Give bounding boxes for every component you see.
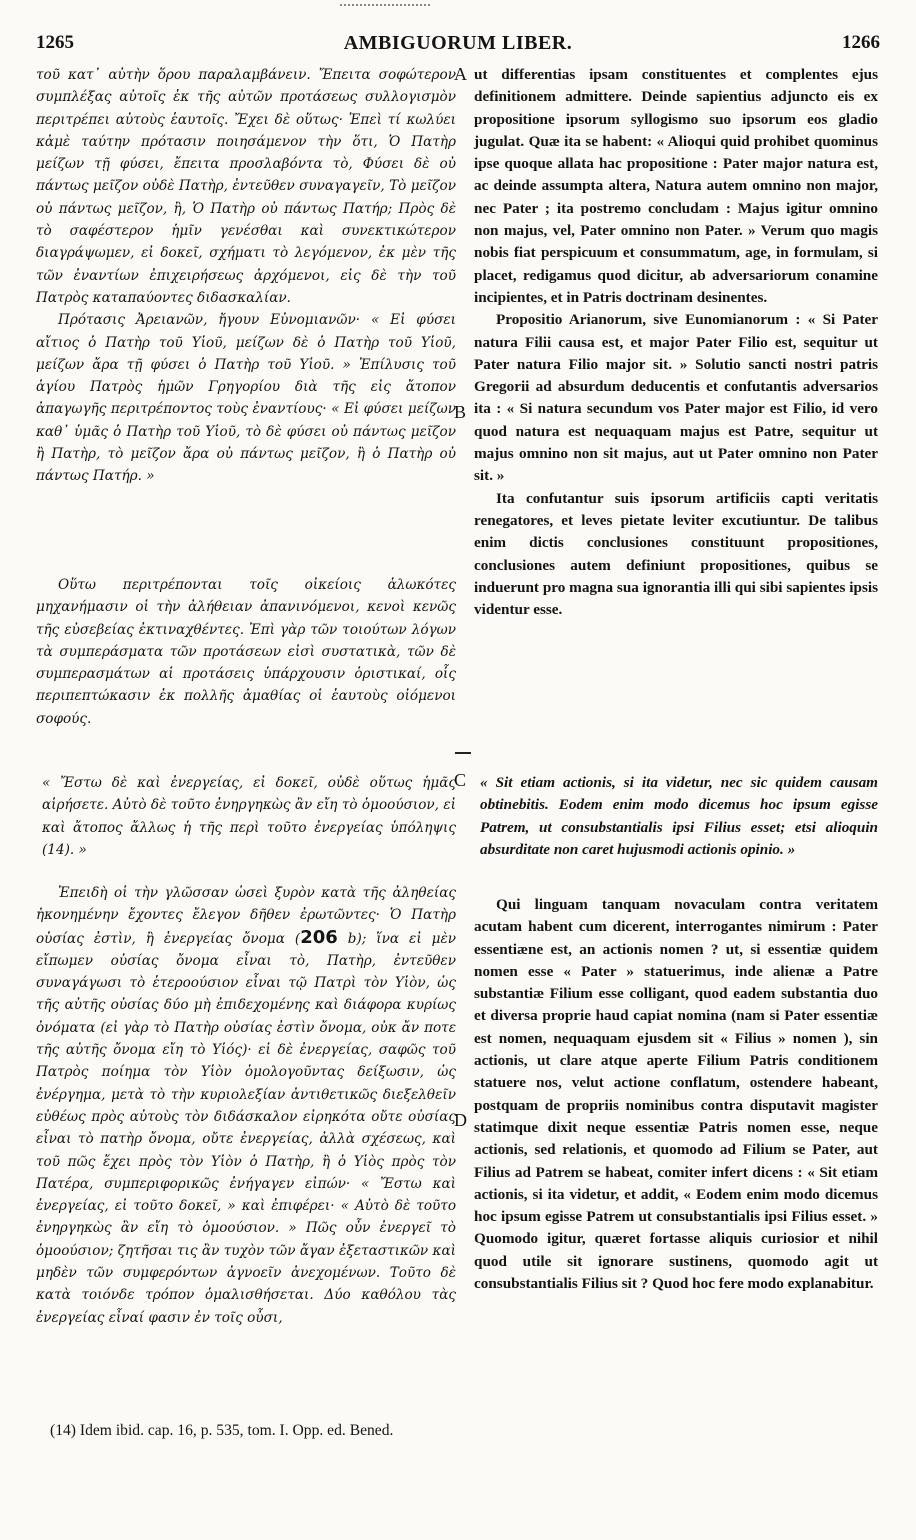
latin-lemma-quote — [474, 772, 878, 861]
column-suffix: b — [347, 930, 357, 947]
greek-section-1 — [36, 64, 456, 488]
margin-marker-a: A — [454, 64, 467, 84]
page-number-right: 1266 — [842, 32, 880, 53]
greek-quote: « Ἔστω δὲ καὶ ἐνεργείας, εἰ δοκεῖ, οὐδὲ οὕτως ἡμᾶς αἱρήσετε. Αὐτὸ δὲ τοῦτο ἐνηργηκὼς ἂν εἴη τὸ ὁμοούσιον, εἰ καὶ ἄτοπος ἄλλως ἡ τῆς περὶ τοῦτο ἐνεργείας ὑπόληψις (14). » — [42, 775, 456, 858]
greek-text: ; ἵνα εἰ μὲν εἴπωμεν οὐσίας ὄνομα εἶναι τὸ, Πατὴρ, ἐντεῦθεν συναγάγωσι τὸ ἑτεροούσιον εἶναι τῷ Πατρὶ τὸν Υἱὸν, ὡς τῆς αὐτῆς οὐσίας δύο μὴ ἐπιδεχομένης καὶ διάφορα κυρίως ὀνόματα (εἰ γὰρ τὸ Πατὴρ οὐσίας ἐστὶν ὄνομα, οὐκ ἄν ποτε τῆς αὐτῆς ὄνομα εἴη τὸ Υἱός)· εἰ δὲ ἐνεργείας, σαφῶς τοῦ Πατρὸς ποίημα τὸν Υἱὸν ὁμολογοῦντας δείξωσιν, ὡς ἐνέργημα, μετὰ τὸ τὴν κυριολεξίαν ἀντιθετικῶς διεξελθεῖν εὐθέως πρὸς αὐτοὺς τὸν διδάσκαλον εἰρηκότα οὔτε οὐσίας εἶναι τὸ πατὴρ ὄνομα, οὔτε ἐνεργείας, ἀλλὰ σχέσεως, καὶ τοῦ πῶς ἔχει πρὸς τὸν Υἱὸν ὁ Πατὴρ, ἢ ὁ Υἱὸς πρὸς τὸν Πατέρα, συμπεριφορικῶς ἐνήγαγεν εἰπών· « Ἔστω καὶ ἐνεργείας, εἰ τοῦτο δοκεῖ, » καὶ ἐπιφέρει· « Αὐτὸ δὲ τοῦτο ἐνηργηκὼς ἂν εἴη τὸ ὁμοούσιον. » Πῶς οὖν ἐνεργεῖ τὸ ὁμοούσιον; ζητῆσαι τις ἂν τυχὸν τῶν ἄγαν ἐξεταστικῶν καὶ μηδὲν τῶν συμφερόντων ἀγνοεῖν ἀνεχομένων. Τοῦτο δὲ κατὰ τοιόνδε τρόπον ὁμαλισθήσεται. Δύο καθόλου τὰς ἐνεργείας εἶναί φασιν ἐν τοῖς οὖσι, — [36, 930, 457, 1326]
latin-paragraph: Propositio Arianorum, sive Eunomianorum : « Si Pater natura Filii causa est, et major Pater Filio est, sequitur ut Pater natura Filio major sit. » Solutio sancti nostri patris Gregorii ad absurdum deducentis et confutantis adversarios ita : « Si natura secundum vos Pater major est Filio, id vero quod natura est nequaquam majus est Patre, sequitur ut majus omnino non sit majus, aut ut Pater omnino non Pater sit. » — [474, 311, 878, 485]
latin-quote: « Sit etiam actionis, si ita videtur, nec sic quidem causam obtinebitis. Eodem enim modo dicemus hoc ipsum egisse Patrem, ut consubstantialis ipsi Filius esset; etsi alioquin absurditate non caret hujusmodi actionis opinio. » — [480, 774, 878, 858]
greek-paragraph: Οὕτω περιτρέπονται τοῖς οἰκείοις ἁλωκότες μηχανήμασιν οἱ τὴν ἀλήθειαν ἀπανινόμενοι, κενοὶ κενῶς τῆς εὐσεβείας ἐκτιναχθέντες. Ἐπὶ γὰρ τῶν τοιούτων λόγων τὰ συμπεράσματα τῶν προτάσεων εἰσὶ συστατικὰ, τῶν δὲ συμπερασμάτων αἱ προτάσεις ὑπάρχουσιν ὁριστικαί, οἷς περιπεπτώκασιν ἐκ πολλῆς ἀμαθίας οἱ ἑαυτοὺς οἰόμενοι σοφούς. — [36, 577, 456, 727]
latin-paragraph: Ita confutantur suis ipsorum artificiis capti veritatis renegatores, et leves pietate leviter excutiuntur. De talibus enim dictis conclusiones constituunt propositiones, conclusiones autem definiunt propositiones, quibus se induerunt pro magna sua ignorantia illi qui sibi sapientes ipsis videntur esse. — [474, 489, 878, 619]
section-divider — [455, 752, 471, 754]
footnote: (14) Idem ibid. cap. 16, p. 535, tom. I. Opp. ed. Bened. — [50, 1422, 394, 1439]
margin-marker-d: D — [454, 1110, 467, 1130]
latin-section-1 — [474, 64, 878, 621]
running-title: AMBIGUORUM LIBER. — [343, 32, 573, 54]
greek-lemma-quote — [36, 772, 456, 861]
page-number-left: 1265 — [36, 32, 74, 53]
greek-paragraph: Πρότασις Ἀρειανῶν, ἤγουν Εὐνομιανῶν· « Εἰ φύσει αἴτιος ὁ Πατὴρ τοῦ Υἱοῦ, μείζων δὲ ὁ Πατὴρ τοῦ Υἱοῦ, μείζων ἄρα τῇ φύσει ὁ Πατὴρ τοῦ Υἱοῦ. » Ἐπίλυσις τοῦ ἁγίου Πατρὸς ἡμῶν Γρηγορίου διὰ τῆς εἰς ἄτοπον ἀπαγωγῆς περιτρέποντος τοὺς ἐναντίους· « Εἰ φύσει μείζων καθ᾽ ὑμᾶς ὁ Πατὴρ τοῦ Υἱοῦ, τὸ δὲ φύσει οὐ πάντως μεῖζον ἢ Πατὴρ, τὸ μεῖζον ἄρα οὐ πάντως μεῖζον, ἢ ὁ Πατὴρ οὐ πάντως Πατήρ. » — [36, 312, 456, 485]
latin-paragraph: ut differentias ipsam constituentes et complentes ejus definitionem admittere. Deinde sapientius adjuncto eis ex propositione ipsorum syllogismo suo ipsorum eos gladio jugulat. Quæ ita se habent: « Alioqui quid prohibet quominus ipse quoque allata hac propositione : Pater major natura est, ac deinde assumpta altera, Natura autem omnino non major, nec Pater ; ita postremo concludam : Majus igitur omnino non majus, vel, Pater omnino non Pater. » Verum quo magis nobis fiat perspicuum et consummatum, age, in formulam, si placet, redigamus quod dicitur, ab adversariorum conamine incipientes, et in Patris doctrinam desinentes. — [474, 66, 878, 306]
column-number: 206 — [300, 926, 338, 948]
greek-section-4 — [36, 882, 456, 1329]
latin-section-4 — [474, 894, 878, 1295]
page-header — [36, 32, 880, 62]
margin-marker-b: B — [454, 402, 467, 422]
margin-marker-c: C — [454, 770, 467, 790]
latin-paragraph: Qui linguam tanquam novaculam contra veritatem acutam habent cum dicerent, interrogantes nimirum : Pater essentiæne est, an actionis nomen ? ut, si essentiæ quidem nomen esse « Pater » statuerimus, inde alienæ a Patre substantiæ Filium esse colligant, quod eadem substantia duo et diversa proprie haud capiat nomina (nam si Pater essentiæ est nomen, nequaquam ejusdem sit « Filius » nomen ), sin actionis, ut clare atque aperte Filium Patris conditionem statuere nos, velut actione conflatum, ostendere habeant, postquam de propriis nominibus contra disputavit magister statimque dixit neque essentiæ Patris nomen esse, neque actionis, sed relationis, et quomodo ad Filium se Pater, aut Filius ad Patrem se habeat, comiter infert dicens : « Sit etiam actionis, si ita videtur, et addit, « Eodem enim modo dicemus hoc ipsum egisse Patrem ut consubstantialis ipsi Filius esset. » Quomodo igitur, quæret fortasse aliquis curiosior et nihil quod utile sit ignorare sustinens, quomodo agit ut consubstantialis Filius sit ? Quod hoc fere modo explanabitur. — [474, 896, 878, 1293]
top-scan-mark — [340, 4, 430, 12]
greek-text: Ἐπειδὴ οἱ τὴν γλῶσσαν ὡσεὶ ξυρὸν κατὰ τῆς ἀληθείας ἠκονημένην ἔχοντες ἔλεγον δῆθεν ἐρωτῶντες· Ὁ Πατὴρ οὐσίας ἐστὶν, ἢ ἐνεργείας ὄνομα — [36, 885, 456, 947]
greek-section-2 — [36, 574, 456, 730]
greek-paragraph: Ἐπειδὴ οἱ τὴν γλῶσσαν ὡσεὶ ξυρὸν κατὰ τῆς ἀληθείας ἠκονημένην ἔχοντες ἔλεγον δῆθεν ἐρωτῶντες· Ὁ Πατὴρ οὐσίας ἐστὶν, ἢ ἐνεργείας ὄνομα (206 b); ἵνα εἰ μὲν εἴπωμεν οὐσίας ὄνομα εἶναι τὸ, Πατὴρ, ἐντεῦθεν συναγάγωσι τὸ ἑτεροούσιον εἶναι τῷ Πατρὶ τὸν Υἱὸν, ὡς τῆς αὐτῆς οὐσίας δύο μὴ ἐπιδεχομένης καὶ διάφορα κυρίως ὀνόματα (εἰ γὰρ τὸ Πατὴρ οὐσίας ἐστὶν ὄνομα, οὐκ ἄν ποτε τῆς αὐτῆς ὄνομα εἴη τὸ Υἱός)· εἰ δὲ ἐνεργείας, σαφῶς τοῦ Πατρὸς ποίημα τὸν Υἱὸν ὁμολογοῦντας δείξωσιν, ὡς ἐνέργημα, μετὰ τὸ τὴν κυριολεξίαν ἀντιθετικῶς διεξελθεῖν εὐθέως πρὸς αὐτοὺς τὸν διδάσκαλον εἰρηκότα οὔτε οὐσίας εἶναι τὸ πατὴρ ὄνομα, οὔτε ἐνεργείας, ἀλλὰ σχέσεως, καὶ τοῦ πῶς ἔχει πρὸς τὸν Υἱὸν ὁ Πατὴρ, ἢ ὁ Υἱὸς πρὸς τὸν Πατέρα, συμπεριφορικῶς ἐνήγαγεν εἰπών· « Ἔστω καὶ ἐνεργείας, εἰ τοῦτο δοκεῖ, » καὶ ἐπιφέρει· « Αὐτὸ δὲ τοῦτο ἐνηργηκὼς ἂν εἴη τὸ ὁμοούσιον. » Πῶς οὖν ἐνεργεῖ τὸ ὁμοούσιον; ζητῆσαι τις ἂν τυχὸν τῶν ἄγαν ἐξεταστικῶν καὶ μηδὲν τῶν συμφερόντων ἀγνοεῖν ἀνεχομένων. Τοῦτο δὲ κατὰ τοιόνδε τρόπον ὁμαλισθήσεται. Δύο καθόλου τὰς ἐνεργείας εἶναί φασιν ἐν τοῖς οὖσι, — [36, 885, 457, 1326]
greek-paragraph: τοῦ κατ᾽ αὐτὴν ὅρου παραλαμβάνειν. Ἔπειτα σοφώτερον συμπλέξας αὐτοῖς ἐκ τῆς αὐτῶν προτάσεως συλλογισμὸν περιτρέπει αὐτοὺς ἑαυτοῖς. Ἔχει δὲ οὕτως· Ἐπεὶ τί κωλύει κἀμὲ ταύτην πρότασιν ποιησάμενον τὴν ὅτι, Ὁ Πατὴρ μείζων τῇ φύσει, ἔπειτα προσλαβόντα τὸ, Φύσει δὲ οὐ πάντως μεῖζον οὐδὲ Πατὴρ, ἐντεῦθεν συναγαγεῖν, Τὸ μεῖζον οὐ πάντως μεῖζον, ἢ, Ὁ Πατὴρ οὐ πάντως Πατήρ; Πρὸς δὲ τὸ σαφέστερον ἡμῖν γενέσθαι καὶ συνεκτικώτερον διαγράψωμεν, εἰ δοκεῖ, σχήματι τὸ λεγόμενον, ἐκ μὲν τῆς τῶν ἐναντίων ἐπιχειρήσεως ἀρχόμενοι, εἰς δὲ τὴν τοῦ Πατρὸς καταπαύοντες διδασκαλίαν. — [36, 67, 456, 306]
